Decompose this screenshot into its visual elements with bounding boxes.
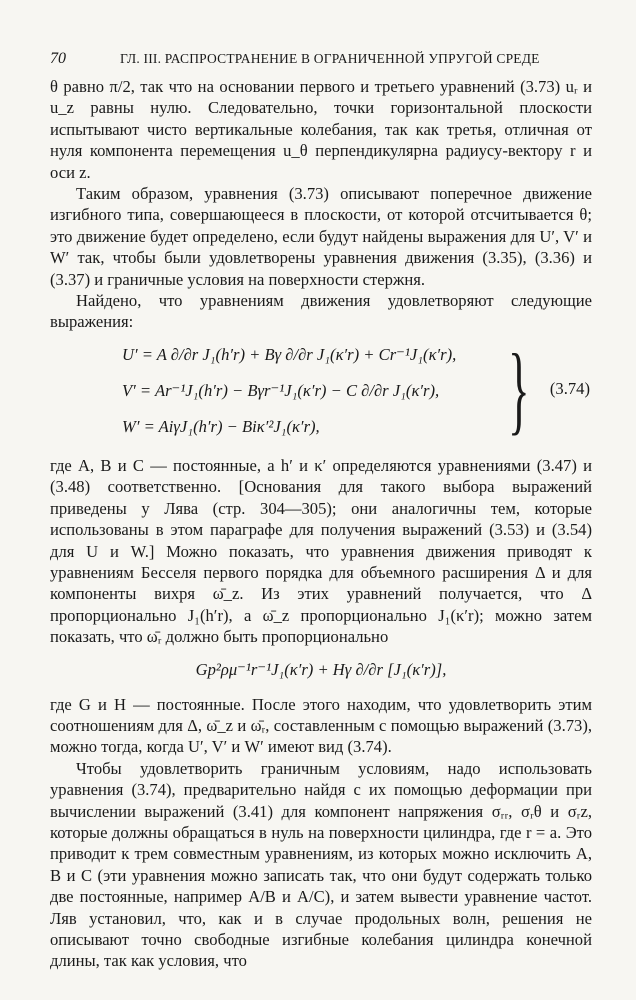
right-brace: } — [508, 332, 530, 444]
equation-number: (3.74) — [549, 378, 590, 398]
paragraph-3: Найдено, что уравнениям движения удовлетворяют следующие выражения: — [50, 291, 592, 332]
paragraph-1: θ равно π/2, так что на основании первого и третьего уравнений (3.73) uᵣ и u_z равны нулю. Следовательно, точки горизонтальной плоскости испытывают чисто вертикальные колебания, так как третья, отличная от нуля компонента перемещения u_θ перпендикулярна радиусу-вектору r и оси z. — [50, 77, 592, 182]
paragraph-6: Чтобы удовлетворить граничным условиям, надо использовать уравнения (3.74), предварительно найдя с их помощью деформации при вычислении выражений (3.41) для компонент напряжения σᵣᵣ, σᵣθ и σᵣz, которые должны обращаться в нуль на поверхности цилиндра, где r = a. Это приводит к трем совместным уравнениям, из которых можно исключить A, B и C (эти уравнения можно записать так, что они будут содержать только две постоянные, например A/B и A/C), и затем вывести уравнение частот. Ляв установил, что, как и в случае продольных волн, решения не описывают точно свободные изгибные колебания цилиндра конечной длины, так как условия, что — [50, 758, 592, 971]
page-header — [50, 50, 592, 76]
equation-omega-r: Gp²ρμ⁻¹r⁻¹J₁(κ′r) + Hγ ∂/∂r [J₁(κ′r)], — [195, 659, 447, 679]
page-number: 70 — [50, 50, 66, 67]
equation-v: V′ = Ar⁻¹J₁(h′r) − Bγr⁻¹J₁(κ′r) − C ∂/∂r J₁(κ′r), — [122, 380, 440, 400]
equation-system-3-74 — [50, 332, 592, 447]
equation-u: U′ = A ∂/∂r J₁(h′r) + Bγ ∂/∂r J₁(κ′r) + Cr⁻¹J₁(κ′r), — [122, 344, 457, 364]
paragraph-2: Таким образом, уравнения (3.73) описывают поперечное движение изгибного типа, совершающееся в плоскости, от которой отсчитывается θ; это движение будет определено, если будут найдены выражения для U′, V′ и W′ так, чтобы были удовлетворены уравнения движения (3.35), (3.36) и (3.37) и граничные условия на поверхности стержня. — [50, 184, 592, 289]
paragraph-4: где A, B и C — постоянные, а h′ и κ′ определяются уравнениями (3.47) и (3.48) соответственно. [Основания для такого выбора выражений приведены у Лява (стр. 304—305); они аналогичны тем, которые использованы в этом параграфе для получения выражений (3.53) и (3.54) для U и W.] Можно показать, что уравнения движения приводят к уравнениям Бесселя первого порядка для объемного расширения Δ и для компоненты вихря ω̄_z. Из этих уравнений получается, что Δ пропорционально J₁(h′r), а ω̄_z пропорционально J₁(κ′r); можно затем показать, что ω̄ᵣ должно быть пропорционально — [50, 455, 592, 647]
paragraph-5: где G и H — постоянные. После этого находим, что удовлетворить этим соотношениям для Δ, ω̄_z и ω̄ᵣ, составленным с помощью выражений (3.73), можно тогда, когда U′, V′ и W′ имеют вид (3.74). — [50, 694, 592, 757]
equation-w: W′ = AiγJ₁(h′r) − Biκ′²J₁(κ′r), — [122, 416, 320, 436]
running-title: ГЛ. III. РАСПРОСТРАНЕНИЕ В ОГРАНИЧЕННОЙ УПРУГОЙ СРЕДЕ — [120, 51, 540, 66]
